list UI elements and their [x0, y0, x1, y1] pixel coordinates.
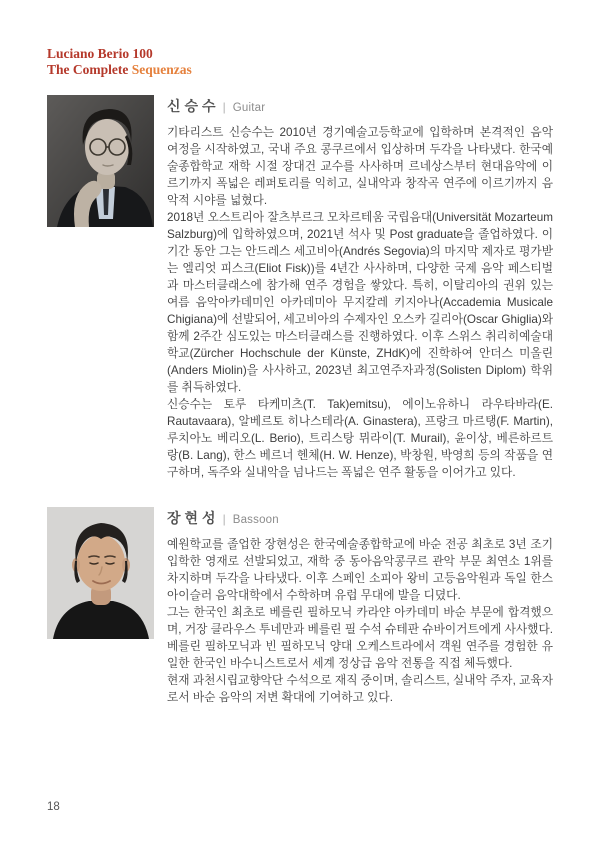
bio-paragraph: 그는 한국인 최초로 베를린 필하모닉 카라얀 아카데미 바순 부문에 합격했으며, 거장 클라우스 투네만과 베를린 필 수석 슈테판 슈바이거트에게 사사했다. 베를린 필하모닉과 빈 필하모닉 양대 오케스트라에서 객원 연주를 경험한 유일한 한국인 바수니스트로서 세계 정상급 음악 전통을 직접 체득했다. — [167, 606, 553, 670]
series-title — [47, 46, 553, 78]
performer-section-bassoon — [47, 507, 553, 706]
series-title-line2-red: The Complete — [47, 62, 129, 77]
name-role-separator: | — [222, 512, 226, 526]
bio-paragraph: 2018년 오스트리아 잘츠부르크 모차르테움 국립음대(Universität Mozarteum Salzburg)에 입학하였으며, 2021년 석사 및 Post graduate을 졸업하였다. 이 기간 동안 그는 안드레스 세고비아(Andrés Segovia)의 마지막 제자로 평가받는 엘리엇 피스크(Eliot Fisk))를 4년간 사사하며, 다양한 국제 음악 페스티벌과 마스터클래스에 참가해 연주 경험을 쌓았다. 특히, 이탈리아의 권위 있는 여름 음악아카데미인 아카데미아 무지칼레 키지아나(Accademia Musicale Chigiana)에 선발되어, 세고비아의 수제자인 오스카 길리아(Oscar Ghiglia)와 함께 2주간 심도있는 마스터클래스를 진행하였다. 이후 스위스 취리히예술대학교(Zürcher Hochschule der Künste, ZHdK)에 진학하여 안더스 미올린(Anders Miolin)을 사사하고, 2023년 최고연주자과정(Solisten Diplom) 학위를 취득하였다. — [167, 211, 553, 394]
performer-bio — [167, 124, 553, 481]
performer-bio — [167, 536, 553, 706]
performer-role: Guitar — [232, 102, 266, 114]
bio-paragraph: 현재 과천시립교향악단 수석으로 재직 중이며, 솔리스트, 실내악 주자, 교육자로서 바순 음악의 저변 확대에 기여하고 있다. — [167, 674, 553, 704]
bio-column — [167, 95, 553, 481]
bio-paragraph: 신승수는 토루 타케미츠(T. Tak)emitsu), 에이노유하니 라우타바라(E. Rautavaara), 알베르토 히나스테라(A. Ginastera), 프랑크 마르탱(F. Martin), 루치아노 베리오(L. Berio), 트리스탕 뮈라이(T. Murail), 윤이상, 베른하르트 랑(B. Lang), 한스 베르너 헨체(H. W. Henze), 박창원, 박영희 등의 작품을 연구하며, 독주와 실내악을 넘나드는 폭넓은 연주 활동을 이어가고 있다. — [167, 398, 553, 479]
bio-column — [167, 507, 553, 706]
bio-paragraph: 예원학교를 졸업한 장현성은 한국예술종합학교에 바순 전공 최초로 3년 조기입학한 영재로 선발되었고, 재학 중 동아음악콩쿠르 관악 부문 최연소 1위를 차지하며 두각을 나타냈다. 이후 스페인 소피아 왕비 고등음악원과 독일 한스 아이슬러 음악대학에서 수학하며 유럽 무대에 발을 디뎠다. — [167, 538, 553, 602]
portrait-photo-jang-hyunsung — [47, 507, 154, 639]
series-title-line1: Luciano Berio 100 — [47, 46, 153, 61]
portrait-photo-shin-seungsu — [47, 95, 154, 227]
series-title-line2 — [47, 62, 553, 78]
performer-name: 장현성 — [167, 510, 220, 526]
page-number: 18 — [47, 801, 60, 813]
series-title-line2-orange: Sequenzas — [131, 62, 192, 77]
photo-column — [47, 507, 154, 639]
performer-section-guitar — [47, 95, 553, 481]
performer-name-row — [167, 508, 553, 528]
performer-role: Bassoon — [232, 514, 279, 526]
performer-name-row — [167, 96, 553, 116]
performer-name: 신승수 — [167, 98, 220, 114]
photo-column — [47, 95, 154, 227]
name-role-separator: | — [222, 100, 226, 114]
bio-paragraph: 기타리스트 신승수는 2010년 경기예술고등학교에 입학하며 본격적인 음악 여정을 시작하였고, 국내 주요 콩쿠르에서 입상하며 두각을 나타냈다. 한국예술종합학교 재학 시절 장대건 교수를 사사하며 르네상스부터 현대음악에 이르기까지 폭넓은 레퍼토리를 익히고, 실내악과 창작곡 연주에 이르기까지 음악적 시야를 넓혔다. — [167, 126, 553, 207]
